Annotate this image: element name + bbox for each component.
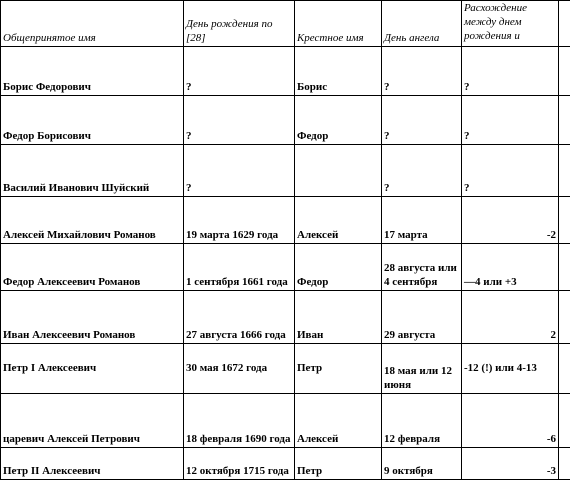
- cell-angel-day: 9 октября: [382, 448, 462, 480]
- cell-angel-day: 18 мая или 12 июня: [382, 344, 462, 394]
- cell-extra: [559, 394, 570, 448]
- cell-birthday: 18 февраля 1690 года: [184, 394, 295, 448]
- cell-discrepancy: -3: [462, 448, 559, 480]
- cell-common-name: Петр I Алексеевич: [1, 344, 184, 394]
- table-row: [1, 47, 570, 96]
- cell-discrepancy: ?: [462, 47, 559, 96]
- cell-birthday: 27 августа 1666 года: [184, 291, 295, 344]
- table-row: [1, 291, 570, 344]
- cell-discrepancy: -12 (!) или 4-13: [462, 344, 559, 394]
- cell-baptismal-name: Федор: [295, 244, 382, 291]
- table-row: [1, 197, 570, 244]
- cell-discrepancy: -2: [462, 197, 559, 244]
- cell-common-name: Алексей Михайлович Романов: [1, 197, 184, 244]
- table-row: [1, 394, 570, 448]
- cell-baptismal-name: Борис: [295, 47, 382, 96]
- header-birthday: День рождения по [28]: [184, 1, 295, 47]
- table-row: [1, 244, 570, 291]
- cell-angel-day: ?: [382, 47, 462, 96]
- cell-discrepancy: 2: [462, 291, 559, 344]
- cell-common-name: царевич Алексей Петрович: [1, 394, 184, 448]
- cell-common-name: Федор Борисович: [1, 96, 184, 145]
- table-row: [1, 96, 570, 145]
- cell-discrepancy: —4 или +3: [462, 244, 559, 291]
- cell-common-name: Иван Алексеевич Романов: [1, 291, 184, 344]
- cell-common-name: Петр II Алексеевич: [1, 448, 184, 480]
- cell-baptismal-name: Петр: [295, 344, 382, 394]
- cell-baptismal-name: Петр: [295, 448, 382, 480]
- cell-extra: [559, 344, 570, 394]
- header-baptismal-name: Крестное имя: [295, 1, 382, 47]
- cell-birthday: ?: [184, 96, 295, 145]
- cell-birthday: 19 марта 1629 года: [184, 197, 295, 244]
- cell-angel-day: 29 августа: [382, 291, 462, 344]
- cell-birthday: 1 сентября 1661 года: [184, 244, 295, 291]
- table-row: [1, 448, 570, 480]
- cell-common-name: Василий Иванович Шуйский: [1, 145, 184, 197]
- cell-birthday: ?: [184, 145, 295, 197]
- cell-angel-day: ?: [382, 96, 462, 145]
- cell-baptismal-name: Иван: [295, 291, 382, 344]
- cell-baptismal-name: Алексей: [295, 394, 382, 448]
- cell-extra: [559, 96, 570, 145]
- header-discrepancy: Расхождение между днем рождения и: [462, 1, 559, 47]
- cell-birthday: 12 октября 1715 года: [184, 448, 295, 480]
- header-common-name: Общепринятое имя: [1, 1, 184, 47]
- cell-discrepancy: ?: [462, 96, 559, 145]
- cell-angel-day: ?: [382, 145, 462, 197]
- cell-baptismal-name: [295, 145, 382, 197]
- cell-discrepancy: ?: [462, 145, 559, 197]
- cell-angel-day: 17 марта: [382, 197, 462, 244]
- cell-angel-day: 12 февраля: [382, 394, 462, 448]
- cell-extra: [559, 47, 570, 96]
- cell-extra: [559, 145, 570, 197]
- header-row: [1, 1, 570, 47]
- cell-birthday: ?: [184, 47, 295, 96]
- cell-baptismal-name: Федор: [295, 96, 382, 145]
- cell-angel-day: 28 августа или 4 сентября: [382, 244, 462, 291]
- cell-birthday: 30 мая 1672 года: [184, 344, 295, 394]
- cell-common-name: Федор Алексеевич Романов: [1, 244, 184, 291]
- cell-common-name: Борис Федорович: [1, 47, 184, 96]
- header-angel-day: День ангела: [382, 1, 462, 47]
- cell-extra: [559, 244, 570, 291]
- header-extra: [559, 1, 570, 47]
- cell-extra: [559, 291, 570, 344]
- cell-baptismal-name: Алексей: [295, 197, 382, 244]
- cell-extra: [559, 448, 570, 480]
- cell-discrepancy: -6: [462, 394, 559, 448]
- table-row: [1, 344, 570, 394]
- cell-extra: [559, 197, 570, 244]
- table-row: [1, 145, 570, 197]
